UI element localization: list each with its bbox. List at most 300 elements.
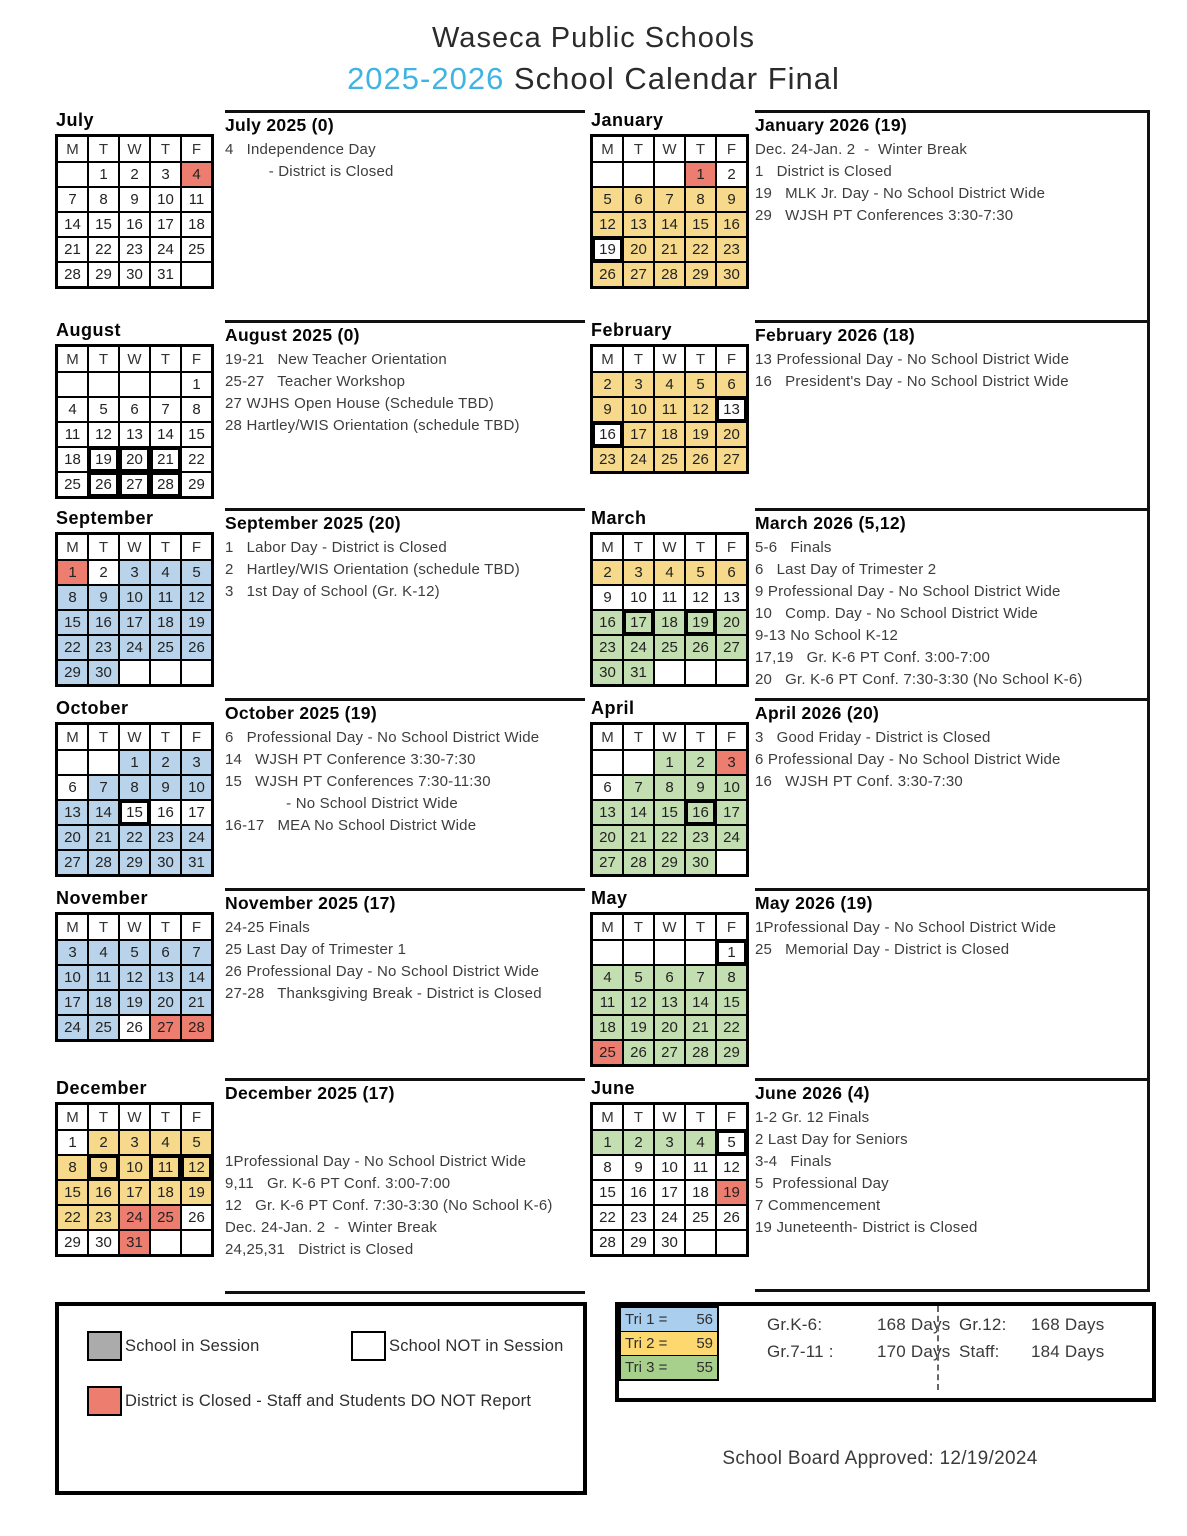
tri-row-1 <box>621 1308 717 1332</box>
calendar-day-cell: 22 <box>181 447 213 472</box>
calendar-day-cell: 4 <box>654 372 685 397</box>
weekday-header-cell: T <box>623 136 654 163</box>
calendar-day-cell <box>654 940 685 965</box>
calendar-day-cell: 26 <box>181 635 213 660</box>
week-row <box>57 447 213 472</box>
note-line: Dec. 24-Jan. 2 - Winter Break <box>225 1219 438 1236</box>
calendar-day-cell: 13 <box>592 800 624 825</box>
note-line: - District is Closed <box>225 163 394 180</box>
weekday-header-cell: T <box>88 724 119 751</box>
week-row <box>592 187 748 212</box>
month-grid-february <box>590 344 749 474</box>
weekday-header-cell: T <box>88 346 119 373</box>
calendar-day-cell: 15 <box>716 990 748 1015</box>
weekday-header-cell: T <box>685 136 716 163</box>
calendar-day-cell: 3 <box>654 1130 685 1155</box>
calendar-day-cell <box>592 940 624 965</box>
week-row <box>57 635 213 660</box>
legend-item-white <box>351 1331 563 1361</box>
calendar-day-cell: 12 <box>685 397 716 422</box>
calendar-day-cell: 9 <box>716 187 748 212</box>
calendar-day-cell: 3 <box>623 560 654 585</box>
note-line: 9,11 Gr. K-6 PT Conf. 3:00-7:00 <box>225 1175 451 1192</box>
calendar-day-cell: 10 <box>150 187 181 212</box>
calendar-day-cell: 11 <box>150 1155 181 1180</box>
weekday-header-cell: T <box>150 136 181 163</box>
calendar-day-cell: 26 <box>716 1205 748 1230</box>
calendar-title-rest: School Calendar Final <box>504 61 840 96</box>
calendar-day-cell: 10 <box>623 585 654 610</box>
calendar-day-cell: 31 <box>181 850 213 876</box>
note-line: 7 Commencement <box>755 1197 881 1214</box>
calendar-day-cell: 26 <box>181 1205 213 1230</box>
weekday-header-cell: F <box>716 136 748 163</box>
month-grid-may <box>590 912 749 1067</box>
calendar-day-cell: 28 <box>181 1015 213 1041</box>
weekday-header-cell: T <box>150 914 181 941</box>
week-row <box>592 447 748 473</box>
calendar-day-cell: 6 <box>654 965 685 990</box>
week-row <box>57 940 213 965</box>
weekday-header-cell: M <box>592 346 624 373</box>
calendar-day-cell: 9 <box>119 187 150 212</box>
note-line: 28 Hartley/WIS Orientation (schedule TBD) <box>225 417 520 434</box>
calendar-day-cell: 12 <box>181 1155 213 1180</box>
week-row <box>592 1130 748 1155</box>
note-line: 6 Professional Day - No School District Wide <box>225 729 540 746</box>
weekday-header-row <box>592 534 748 561</box>
calendar-day-cell: 16 <box>623 1180 654 1205</box>
calendar-day-cell: 3 <box>623 372 654 397</box>
calendar-day-cell: 11 <box>88 965 119 990</box>
calendar-day-cell: 27 <box>119 472 150 498</box>
calendar-day-cell: 27 <box>57 850 89 876</box>
calendar-day-cell: 4 <box>592 965 624 990</box>
calendar-day-cell: 12 <box>181 585 213 610</box>
calendar-day-cell: 2 <box>88 560 119 585</box>
day-count-label: Gr.K-6: <box>767 1315 823 1334</box>
calendar-day-cell: 14 <box>88 800 119 825</box>
calendar-day-cell: 11 <box>654 585 685 610</box>
weekday-header-cell: T <box>150 346 181 373</box>
weekday-header-cell: F <box>716 724 748 751</box>
calendar-day-cell: 28 <box>88 850 119 876</box>
note-line: 26 Professional Day - No School District Wide <box>225 963 540 980</box>
calendar-day-cell: 4 <box>181 162 213 187</box>
day-count <box>767 1338 950 1365</box>
calendar-day-cell: 10 <box>57 965 89 990</box>
week-row <box>57 990 213 1015</box>
week-row <box>592 162 748 187</box>
calendar-day-cell: 12 <box>623 990 654 1015</box>
stats-divider <box>937 1306 939 1390</box>
week-row <box>592 610 748 635</box>
calendar-day-cell: 23 <box>623 1205 654 1230</box>
weekday-header-cell: W <box>654 534 685 561</box>
calendar-day-cell: 2 <box>716 162 748 187</box>
month-notes-title-january: January 2026 (19) <box>755 115 907 135</box>
week-row <box>592 800 748 825</box>
week-row <box>57 262 213 288</box>
calendar-day-cell: 15 <box>685 212 716 237</box>
calendar-day-cell: 20 <box>716 422 748 447</box>
calendar-day-cell: 11 <box>654 397 685 422</box>
month-name-march: March <box>591 508 647 528</box>
calendar-day-cell: 19 <box>716 1180 748 1205</box>
weekday-header-row <box>57 914 213 941</box>
calendar-day-cell: 25 <box>181 237 213 262</box>
legend-item-gray <box>87 1331 260 1361</box>
calendar-day-cell <box>57 372 89 397</box>
calendar-day-cell: 18 <box>150 610 181 635</box>
calendar-day-cell: 17 <box>623 422 654 447</box>
tri-row-3 <box>621 1356 717 1379</box>
calendar-day-cell: 1 <box>88 162 119 187</box>
stats-box <box>615 1302 1156 1402</box>
calendar-day-cell: 29 <box>57 1230 89 1256</box>
note-line: 19 MLK Jr. Day - No School District Wide <box>755 185 1046 202</box>
month-grid-april <box>590 722 749 877</box>
month-calendar-january <box>590 110 749 289</box>
calendar-day-cell: 17 <box>181 800 213 825</box>
calendar-day-cell: 12 <box>716 1155 748 1180</box>
note-line: 1-2 Gr. 12 Finals <box>755 1109 870 1126</box>
month-grid-october <box>55 722 214 877</box>
calendar-day-cell: 16 <box>150 800 181 825</box>
month-grid-november <box>55 912 214 1042</box>
calendar-day-cell: 20 <box>150 990 181 1015</box>
legend-swatch-red <box>87 1386 122 1416</box>
calendar-day-cell: 19 <box>181 610 213 635</box>
week-row <box>592 940 748 965</box>
calendar-day-cell: 3 <box>150 162 181 187</box>
calendar-day-cell: 18 <box>685 1180 716 1205</box>
weekday-header-cell: F <box>181 724 213 751</box>
month-name-february: February <box>591 320 673 340</box>
calendar-day-cell: 24 <box>150 237 181 262</box>
right-bottom-rule <box>755 1289 1148 1292</box>
calendar-day-cell <box>181 660 213 686</box>
calendar-day-cell: 29 <box>623 1230 654 1256</box>
calendar-day-cell: 7 <box>181 940 213 965</box>
note-line: 1 District is Closed <box>755 163 892 180</box>
calendar-day-cell: 24 <box>119 635 150 660</box>
week-row <box>592 372 748 397</box>
calendar-day-cell: 17 <box>119 610 150 635</box>
calendar-day-cell: 29 <box>685 262 716 288</box>
calendar-day-cell: 6 <box>57 775 89 800</box>
note-line: 16-17 MEA No School District Wide <box>225 817 477 834</box>
month-name-january: January <box>591 110 664 130</box>
calendar-day-cell <box>685 660 716 686</box>
month-grid-january <box>590 134 749 289</box>
calendar-day-cell <box>592 750 624 775</box>
calendar-day-cell: 30 <box>654 1230 685 1256</box>
month-notes-november <box>225 888 585 1005</box>
weekday-header-cell: W <box>119 136 150 163</box>
calendar-day-cell: 30 <box>119 262 150 288</box>
calendar-day-cell <box>181 1230 213 1256</box>
calendar-day-cell: 17 <box>57 990 89 1015</box>
calendar-day-cell: 1 <box>685 162 716 187</box>
calendar-day-cell: 21 <box>57 237 89 262</box>
day-counts-left <box>767 1311 950 1365</box>
month-notes-october <box>225 698 585 837</box>
calendar-day-cell: 21 <box>623 825 654 850</box>
weekday-header-cell: M <box>57 534 89 561</box>
weekday-header-cell: M <box>592 136 624 163</box>
calendar-day-cell: 15 <box>57 1180 89 1205</box>
weekday-header-cell: T <box>150 1104 181 1131</box>
calendar-day-cell: 16 <box>592 422 624 447</box>
calendar-day-cell: 24 <box>716 825 748 850</box>
calendar-day-cell: 16 <box>716 212 748 237</box>
legend-item-red <box>87 1386 531 1416</box>
calendar-day-cell: 23 <box>119 237 150 262</box>
calendar-day-cell: 29 <box>181 472 213 498</box>
calendar-day-cell: 30 <box>150 850 181 876</box>
calendar-day-cell: 20 <box>654 1015 685 1040</box>
calendar-day-cell: 3 <box>119 1130 150 1155</box>
calendar-day-cell: 5 <box>181 1130 213 1155</box>
calendar-day-cell: 22 <box>57 635 89 660</box>
week-row <box>592 965 748 990</box>
calendar-day-cell: 20 <box>716 610 748 635</box>
day-count <box>959 1338 1104 1365</box>
month-notes-april <box>755 698 1148 793</box>
legend-label: School NOT in Session <box>389 1336 564 1355</box>
calendar-day-cell: 22 <box>57 1205 89 1230</box>
month-name-june: June <box>591 1078 636 1098</box>
week-row <box>57 422 213 447</box>
week-row <box>57 850 213 876</box>
month-calendar-april <box>590 698 749 877</box>
note-line: 3 1st Day of School (Gr. K-12) <box>225 583 440 600</box>
calendar-day-cell: 7 <box>150 397 181 422</box>
calendar-day-cell: 8 <box>716 965 748 990</box>
calendar-day-cell <box>150 372 181 397</box>
calendar-day-cell: 26 <box>623 1040 654 1066</box>
calendar-day-cell: 30 <box>592 660 624 686</box>
note-line: 12 Gr. K-6 PT Conf. 7:30-3:30 (No School K-6) <box>225 1197 553 1214</box>
month-notes-february <box>755 320 1148 393</box>
calendar-day-cell: 19 <box>685 422 716 447</box>
week-row <box>57 825 213 850</box>
calendar-day-cell: 5 <box>119 940 150 965</box>
calendar-day-cell: 17 <box>716 800 748 825</box>
calendar-day-cell: 14 <box>150 422 181 447</box>
calendar-day-cell: 5 <box>181 560 213 585</box>
calendar-day-cell: 29 <box>119 850 150 876</box>
calendar-day-cell: 23 <box>592 447 624 473</box>
legend-box <box>55 1302 587 1495</box>
calendar-day-cell: 17 <box>654 1180 685 1205</box>
calendar-day-cell: 25 <box>654 635 685 660</box>
note-line: 1Professional Day - No School District Wide <box>755 919 1057 936</box>
calendar-day-cell: 17 <box>119 1180 150 1205</box>
weekday-header-cell: T <box>685 1104 716 1131</box>
calendar-day-cell: 26 <box>685 635 716 660</box>
calendar-day-cell: 6 <box>150 940 181 965</box>
weekday-header-cell: T <box>623 534 654 561</box>
month-notes-august <box>225 320 585 437</box>
calendar-day-cell: 6 <box>716 560 748 585</box>
week-row <box>57 162 213 187</box>
calendar-day-cell: 14 <box>57 212 89 237</box>
calendar-day-cell: 28 <box>654 262 685 288</box>
calendar-day-cell: 22 <box>685 237 716 262</box>
calendar-day-cell: 16 <box>685 800 716 825</box>
calendar-day-cell <box>119 372 150 397</box>
calendar-day-cell: 2 <box>150 750 181 775</box>
week-row <box>57 1205 213 1230</box>
calendar-day-cell: 31 <box>119 1230 150 1256</box>
note-line: 17,19 Gr. K-6 PT Conf. 3:00-7:00 <box>755 649 990 666</box>
calendar-day-cell: 24 <box>623 447 654 473</box>
calendar-day-cell: 12 <box>685 585 716 610</box>
calendar-day-cell <box>654 660 685 686</box>
calendar-day-cell: 27 <box>716 635 748 660</box>
week-row <box>592 660 748 686</box>
month-grid-august <box>55 344 214 499</box>
calendar-day-cell: 9 <box>150 775 181 800</box>
calendar-day-cell: 29 <box>57 660 89 686</box>
calendar-day-cell: 12 <box>592 212 624 237</box>
calendar-day-cell: 25 <box>57 472 89 498</box>
week-row <box>57 585 213 610</box>
calendar-day-cell <box>57 162 89 187</box>
calendar-day-cell: 24 <box>181 825 213 850</box>
calendar-day-cell: 23 <box>592 635 624 660</box>
calendar-day-cell: 3 <box>716 750 748 775</box>
weekday-header-cell: T <box>623 1104 654 1131</box>
tri-row-2 <box>621 1332 717 1356</box>
calendar-day-cell: 19 <box>119 990 150 1015</box>
weekday-header-cell: T <box>150 534 181 561</box>
weekday-header-cell: T <box>88 136 119 163</box>
calendar-day-cell: 2 <box>592 560 624 585</box>
week-row <box>57 965 213 990</box>
calendar-day-cell: 10 <box>119 585 150 610</box>
calendar-day-cell: 25 <box>150 635 181 660</box>
weekday-header-cell: W <box>654 346 685 373</box>
calendar-day-cell: 20 <box>119 447 150 472</box>
tri-value: 59 <box>696 1335 713 1352</box>
note-line: 1Professional Day - No School District Wide <box>225 1153 527 1170</box>
day-count-value: 168 Days <box>1031 1315 1105 1334</box>
calendar-day-cell <box>623 940 654 965</box>
calendar-day-cell: 22 <box>592 1205 624 1230</box>
note-line: 16 WJSH PT Conf. 3:30-7:30 <box>755 773 963 790</box>
calendar-day-cell: 16 <box>88 1180 119 1205</box>
weekday-header-row <box>592 346 748 373</box>
month-calendar-june <box>590 1078 749 1257</box>
week-row <box>57 800 213 825</box>
weekday-header-cell: T <box>88 534 119 561</box>
weekday-header-cell: M <box>57 346 89 373</box>
week-row <box>57 560 213 585</box>
trimester-day-counts <box>619 1306 719 1381</box>
weekday-header-cell: M <box>57 136 89 163</box>
month-name-september: September <box>56 508 154 528</box>
calendar-day-cell: 5 <box>623 965 654 990</box>
tri-value: 56 <box>696 1311 713 1328</box>
calendar-day-cell: 24 <box>623 635 654 660</box>
weekday-header-cell: T <box>88 1104 119 1131</box>
calendar-day-cell: 13 <box>716 397 748 422</box>
calendar-day-cell: 12 <box>88 422 119 447</box>
calendar-day-cell: 2 <box>685 750 716 775</box>
calendar-day-cell: 2 <box>623 1130 654 1155</box>
note-line: 14 WJSH PT Conference 3:30-7:30 <box>225 751 476 768</box>
calendar-day-cell: 4 <box>150 560 181 585</box>
calendar-day-cell: 22 <box>716 1015 748 1040</box>
month-notes-title-september: September 2025 (20) <box>225 513 401 533</box>
month-notes-title-february: February 2026 (18) <box>755 325 916 345</box>
calendar-day-cell: 6 <box>119 397 150 422</box>
week-row <box>57 372 213 397</box>
calendar-day-cell: 24 <box>57 1015 89 1041</box>
calendar-day-cell: 12 <box>119 965 150 990</box>
calendar-day-cell <box>88 372 119 397</box>
calendar-day-cell: 30 <box>716 262 748 288</box>
month-name-april: April <box>591 698 635 718</box>
calendar-day-cell: 1 <box>57 1130 89 1155</box>
calendar-day-cell: 9 <box>685 775 716 800</box>
calendar-day-cell: 24 <box>119 1205 150 1230</box>
calendar-day-cell: 11 <box>57 422 89 447</box>
calendar-day-cell: 15 <box>88 212 119 237</box>
week-row <box>57 212 213 237</box>
month-name-july: July <box>56 110 95 130</box>
calendar-day-cell: 30 <box>88 660 119 686</box>
calendar-day-cell: 8 <box>685 187 716 212</box>
calendar-day-cell: 13 <box>57 800 89 825</box>
calendar-day-cell: 7 <box>623 775 654 800</box>
month-name-november: November <box>56 888 149 908</box>
week-row <box>592 1015 748 1040</box>
calendar-day-cell: 14 <box>623 800 654 825</box>
week-row <box>592 750 748 775</box>
calendar-day-cell: 1 <box>716 940 748 965</box>
day-count-value: 184 Days <box>1031 1342 1105 1361</box>
calendar-day-cell: 15 <box>654 800 685 825</box>
note-line <box>225 1129 585 1151</box>
calendar-day-cell: 13 <box>150 965 181 990</box>
calendar-day-cell: 18 <box>57 447 89 472</box>
calendar-day-cell <box>623 162 654 187</box>
week-row <box>592 397 748 422</box>
note-line: 16 President's Day - No School District Wide <box>755 373 1069 390</box>
calendar-day-cell: 9 <box>88 1155 119 1180</box>
weekday-header-row <box>57 724 213 751</box>
calendar-day-cell: 18 <box>181 212 213 237</box>
calendar-day-cell: 5 <box>592 187 624 212</box>
calendar-day-cell: 4 <box>685 1130 716 1155</box>
week-row <box>57 660 213 686</box>
day-count-label: Staff: <box>959 1342 1000 1361</box>
weekday-header-cell: F <box>181 914 213 941</box>
month-notes-june <box>755 1078 1148 1239</box>
calendar-day-cell: 14 <box>685 990 716 1015</box>
month-notes-may <box>755 888 1148 961</box>
calendar-day-cell: 5 <box>716 1130 748 1155</box>
month-calendar-february <box>590 320 749 474</box>
calendar-day-cell: 26 <box>88 472 119 498</box>
weekday-header-cell: T <box>623 724 654 751</box>
note-line: 3 Good Friday - District is Closed <box>755 729 991 746</box>
month-name-december: December <box>56 1078 148 1098</box>
